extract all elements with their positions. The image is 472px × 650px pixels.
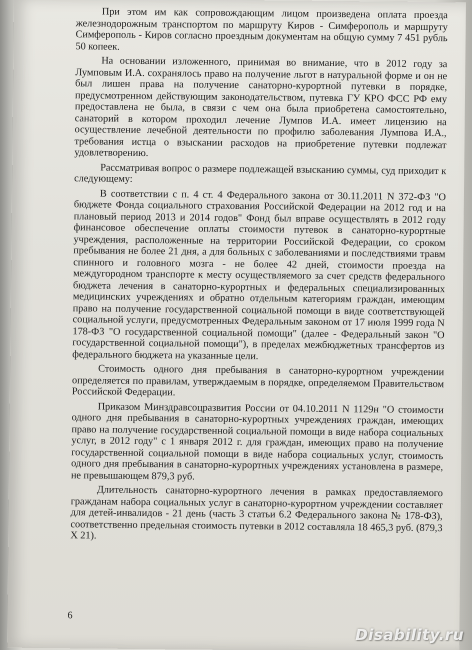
paragraph-treatment-duration: Длительность санаторно-курортного лечения в рамках предоставляемого гражданам набора социальных услуг в санаторно-курортном учреждении составляет для детей-инвалидов - 21 день (часть 3 статьи 6.2 Федерального закона № 178-ФЗ), соответственно предельная стоимость путевки в 2012 составляла 18 465,3 руб. (879,3 Х 21). (70, 484, 443, 542)
paragraph-travel-payment: При этом им как сопровождающим лицом произведена оплата проезда железнодорожным транспортом по маршруту Киров - Симферополь и маршруту Симферополь - Киров согласно проездным документам на общую сумму 7 451 рубль 50 копеек. (75, 6, 448, 53)
paragraph-federal-law: В соответствии с п. 4 ст. 4 Федерального закона от 30.11.2011 N 372-ФЗ "О бюджете Фонда социального страхования Российской Федерации на 2012 год и на плановый период 2013 и 2014 годов" Фонд был вправе осуществлять в 2012 году финансовое обеспечение оплаты стоимости путевок в санаторно-курортные учреждения, расположенные на территории Российской Федерации, со сроком пребывания не более 21 дня, а для больных с заболеваниями и последствиями травм спинного и головного мозга - не более 42 дней, стоимости проезда на междугородном транспорте к месту осуществляемого за счет средств федерального бюджета лечения в санаторно-курортных и федеральных специализированных медицинских учреждениях и обратно отдельным категориям граждан, имеющим право на получение государственной социальной помощи в виде соответствующей социальной услуги, предусмотренных Федеральным законом от 17 июля 1999 года N 178-ФЗ "О государственной социальной помощи" (далее - Федеральный закон "О государственной социальной помощи"), в пределах межбюджетных трансфертов из федерального бюджета на указанные цели. (72, 188, 447, 362)
document-page (7, 0, 466, 650)
paragraph-ministry-order: Приказом Минздравсоцразвития России от 04.10.2011 N 1129н "О стоимости одного дня пребывания в санаторно-курортных учреждениях граждан, имеющих право на получение государственной социальной помощи в виде набора социальных услуг, в 2012 году" с 1 января 2012 г. для граждан, имеющих право на получение государственной социальной помощи в виде набора социальных услуг, стоимость одного дня пребывания в санаторно-курортных учреждениях установлена в размере, не превышающем 879,3 руб. (70, 401, 444, 483)
watermark-logo: Disability.ru (355, 626, 464, 644)
paragraph-conclusion: На основании изложенного, принимая во внимание, что в 2012 году за Лумповым И.А. сохранялось право на получение льгот в натуральной форме и он не был лишен права на получение санаторно-курортной путевки в порядке, предусмотренном действующим законодательством, путевка ГУ КРО ФСС РФ ему предоставлена не была, в связи с чем она была приобретена самостоятельно, санаторий в котором проходил лечение Лумпов И.А. имеет лицензию на осуществление лечебной деятельности по профилю заболевания Лумпова И.А., требования истца о взыскании расходов на приобретение путевки подлежат удовлетворению. (74, 55, 448, 160)
paragraph-amount-intro: Рассматривая вопрос о размере подлежащей взысканию суммы, суд приходит к следующему: (74, 162, 447, 185)
document-body (70, 6, 448, 545)
paragraph-day-cost-rules: Стоимость одного дня пребывания в санаторно-курортном учреждении определяется по правилам, утверждаемым в порядке, определяемом Правительством Российской Федерации. (71, 363, 445, 399)
page-number: 6 (67, 610, 73, 622)
